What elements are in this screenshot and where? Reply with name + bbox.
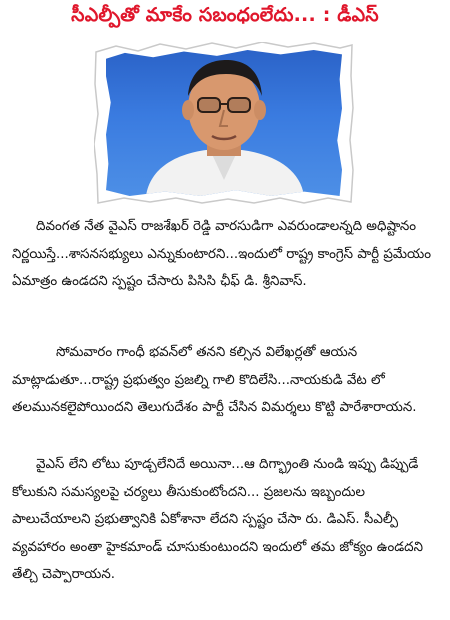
article-paragraph: సోమవారం గాంధీ భవన్‌లో తనని కల్సిన విలేఖర్లతో ఆయన మాట్లాడుతూ...రాష్ట్ర ప్రభుత్వం ప్రజల్ని గాలి కొదిలేసి...నాయకుడి వేట లో తలమునకలైపోయిందని తెలుగుదేశం పార్టీ చేసిన విమర్శలు కొట్టి పారేశారాయన. <box>12 345 417 416</box>
portrait-photo <box>106 50 342 196</box>
article-paragraph: వైఎస్ లేని లోటు పూడ్చలేనిదే అయినా...ఆ దిగ్భ్రాంతి నుండి ఇప్పు డిప్పుడే కోలుకుని సమస్యలపై చర్యలు తీసుకుంటోందని... ప్రజలను ఇబ్బందుల పాలుచేయాలని ప్రభుత్వానికి ఏకోశానా లేదని స్పష్టం చేసా రు. డిఎస్. సీఎల్పీ వ్యవహారం అంతా హైకమాండ్ చూసుకుంటుందని ఇందులో తమ జోక్యం ఉండదని తేల్చి చెప్పారాయన. <box>12 457 423 583</box>
article-headline: సీఎల్పీతో మాకేం సబంధంలేదు... : డీఎస్ <box>71 3 379 26</box>
article-paragraph: దివంగత నేత వైఎస్ రాజశేఖర్ రెడ్డి వారసుడిగా ఎవరుండాలన్నది అధిష్టానం నిర్ణయిస్తే...శాసనసభ్యులు ఎన్నుకుంటారని...ఇందులో రాష్ట్ర కాంగ్రెస్ పార్టీ ప్రమేయం ఏమాత్రం ఉండదని స్పష్టం చేసారు పిసిసి ఛీఫ్ డి. శ్రీనివాస్. <box>12 219 432 290</box>
portrait-photo-frame <box>94 42 354 204</box>
man-portrait-image <box>106 50 342 196</box>
